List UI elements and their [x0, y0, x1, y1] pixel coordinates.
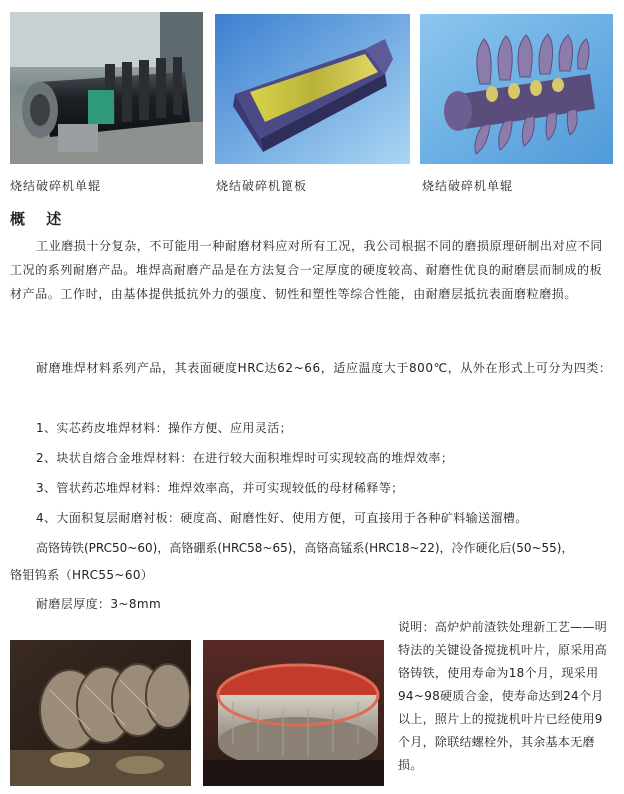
photo-crusher-grate-plate	[215, 14, 410, 164]
section-heading: 概 述	[10, 210, 70, 228]
layer-thickness: 耐磨层厚度：3~8mm	[36, 597, 162, 611]
intro-paragraph	[10, 234, 614, 306]
list-item: 4、大面积复层耐磨衬板：硬度高、耐磨性好、使用方便，可直接用于各种矿料输送溜槽。	[36, 511, 528, 525]
caption-crusher-single-roller: 烧结破碎机单辊	[422, 179, 514, 193]
materials-line-continued: 铬钼钨系（HRC55~60）	[10, 568, 154, 582]
product-paragraph-text: 耐磨堆焊材料系列产品，其表面硬度HRC达62~66，适应温度大于800℃，从外在形式上可分为四类：	[36, 361, 612, 375]
intro-paragraph-text: 工业磨损十分复杂，不可能用一种耐磨材料应对所有工况，我公司根据不同的磨损原理研制出对应不同工况的系列耐磨产品。堆焊高耐磨产品是在方法复合一定厚度的硬度较高、耐磨性优良的耐磨层而制成的板材产品。工作时，由基体提供抵抗外力的强度、韧性和塑性等综合性能，由耐磨层抵抗表面磨粒磨损。	[10, 239, 604, 301]
photo-crusher-roller	[10, 12, 203, 164]
list-item: 1、实芯药皮堆焊材料：操作方便、应用灵活；	[36, 421, 293, 435]
photo-stirrer-blades	[10, 640, 191, 786]
photo-crusher-single-roller	[420, 14, 613, 164]
caption-crusher-grate-plate: 烧结破碎机篦板	[216, 179, 308, 193]
materials-line: 高铬铸铁(PRC50~60)，高铬硼系(HRC58~65)，高铬高锰系(HRC18~22)，冷作硬化后(50~55)，	[36, 541, 574, 555]
caption-crusher-roller: 烧结破碎机单辊	[10, 179, 102, 193]
product-paragraph	[10, 356, 614, 380]
list-item: 2、块状自熔合金堆焊材料：在进行较大面积堆焊时可实现较高的堆焊效率；	[36, 451, 454, 465]
photo-stirrer-wheel	[203, 640, 384, 786]
list-item: 3、管状药芯堆焊材料：堆焊效率高，并可实现较低的母材稀释等；	[36, 481, 404, 495]
photo-note: 说明：高炉炉前渣铁处理新工艺——明特法的关键设备搅拢机叶片，原采用高铬铸铁，使用寿命为18个月，现采用94~98硬质合金，使寿命达到24个月以上，照片上的搅拢机叶片已经使用9个月，除联结螺栓外，其余基本无磨损。	[398, 620, 608, 772]
